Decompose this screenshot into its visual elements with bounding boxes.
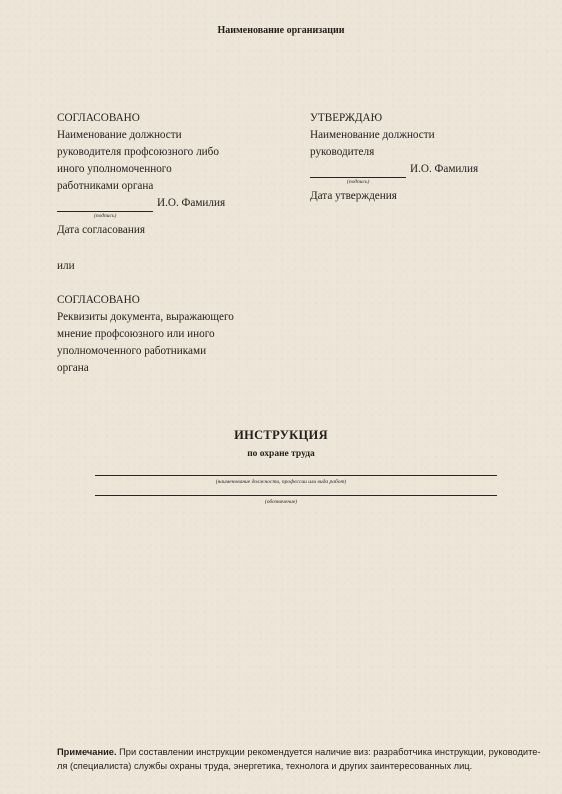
organization-name: Наименование организации <box>217 25 345 36</box>
approval-block-left-2 <box>57 292 287 377</box>
approval-block-right <box>310 110 530 205</box>
signatory-name: И.О. Фамилия <box>157 197 226 209</box>
position-name-line <box>95 475 497 476</box>
position-line-4: работниками органа <box>57 180 154 192</box>
requisites-line-2: мнение профсоюзного или иного <box>57 328 215 340</box>
approval-block-left <box>57 110 277 239</box>
right-signatory-name: И.О. Фамилия <box>410 163 479 175</box>
note-paragraph <box>57 745 541 773</box>
right-position-line-2: руководителя <box>310 146 375 158</box>
or-label: или <box>57 260 75 272</box>
requisites-line-4: органа <box>57 362 89 374</box>
right-position-line-1: Наименование должности <box>310 129 435 141</box>
position-name-caption: (наименование должности, профессии или вида работ) <box>215 479 347 485</box>
signature-caption: (подпись) <box>94 213 117 219</box>
position-line-3: иного уполномоченного <box>57 163 172 175</box>
approve-heading: УТВЕРЖДАЮ <box>310 112 383 124</box>
note-label: Примечание. <box>57 747 117 757</box>
approval-heading: СОГЛАСОВАНО <box>57 112 140 124</box>
signature-line <box>57 200 153 212</box>
instruction-subtitle: по охране труда <box>247 449 315 459</box>
approval-date-label: Дата согласования <box>57 224 146 236</box>
designation-caption: (обозначение) <box>264 499 298 505</box>
approval-heading-2: СОГЛАСОВАНО <box>57 294 140 306</box>
instruction-title: ИНСТРУКЦИЯ <box>234 428 328 442</box>
right-signature-line <box>310 166 406 178</box>
requisites-line-1: Реквизиты документа, выражающего <box>57 311 234 323</box>
right-signature-row <box>310 161 530 178</box>
designation-line <box>95 495 497 496</box>
position-line-2: руководителя профсоюзного либо <box>57 146 219 158</box>
signature-row <box>57 195 277 212</box>
note-text: При составлении инструкции рекомендуется наличие виз: разработчика инструкции, руководите-ля (специалиста) службы охраны труда, энергетика, технолога и других заинтересованных лиц. <box>57 747 541 771</box>
approval-date-label-right: Дата утверждения <box>310 190 397 202</box>
position-line-1: Наименование должности <box>57 129 182 141</box>
requisites-line-3: уполномоченного работниками <box>57 345 207 357</box>
right-signature-caption: (подпись) <box>347 179 370 185</box>
